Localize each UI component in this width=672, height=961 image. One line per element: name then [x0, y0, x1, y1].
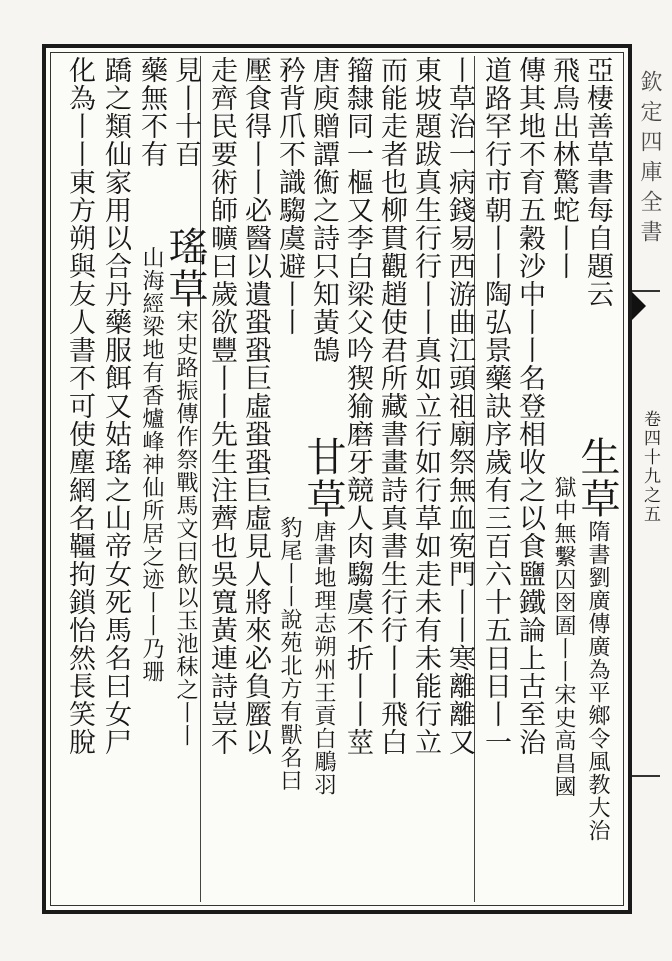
fish-tail-mark [632, 292, 646, 320]
yao-cao-note-b: 山海經梁地有香爐峰神仙所居之迹丨丨乃珊 [139, 246, 164, 683]
text-column-16 [60, 56, 98, 902]
fore-edge-volume: 卷四十九之五 [640, 410, 660, 524]
column-text: 見丨十百 [170, 56, 201, 168]
column-text: 唐庾贈譚𢖍之詩只知黃鵠 [308, 56, 339, 364]
sheng-cao-note-b-block [544, 476, 582, 902]
heading-yao-cao-block [162, 226, 208, 902]
text-column-4 [476, 56, 514, 902]
column-text: 傳其地不育五穀沙中丨丨名登相收之以食鹽鐵論上古至治 [514, 56, 545, 756]
text-column-6 [406, 56, 444, 902]
gan-cao-note-b: 豹尾丨丨說苑北方有獸名曰 [277, 516, 302, 792]
fore-edge-rule-bottom [632, 775, 660, 777]
column-text: 壓食得丨丨必醫以遺蛩蛩巨虛蛩蛩巨虛見人將來必負蟨以 [240, 56, 271, 756]
column-text: 丨草治一病錢易西游曲江頭祖廟祭無血𡨚門丨丨寒離離又 [444, 56, 475, 756]
fore-edge-title: 欽定四庫全書 [637, 70, 662, 250]
text-area [56, 56, 620, 902]
column-text: 走齊民要術師曠曰歲欲豐丨丨先生注薺也吳寬黃連詩豈不 [206, 56, 237, 756]
text-column-12 [202, 56, 240, 902]
column-text: 而能走者也柳貫觀趙使君所藏書畫詩真書生行行丨丨飛白 [376, 56, 407, 756]
heading-yao-cao: 瑤草 [162, 226, 208, 310]
text-column-7 [372, 56, 410, 902]
sheng-cao-note-b: 獄中無繫囚囹圄丨丨宋史高昌國 [551, 476, 576, 798]
column-text: 道路罕行市朝丨丨陶弘景藥訣序歲有三百六十五日日丨一 [480, 56, 511, 756]
text-column-3 [510, 56, 548, 902]
text-column-15 [96, 56, 134, 902]
gan-cao-note-b-block [270, 516, 308, 902]
gan-cao-note: 唐書地理志朔州王貢白鵰羽 [311, 520, 336, 796]
column-text: 籀隸同一樞又李白梁父吟猰㺄磨牙競人肉騶虞不折丨丨莖 [342, 56, 373, 756]
heading-gan-cao-block [300, 436, 346, 902]
column-text: 藥無不有 [136, 56, 167, 168]
column-text: 東坡題跋真生行行丨丨真如立行如行草如走未有未能行立 [410, 56, 441, 756]
heading-sheng-cao-block [574, 436, 620, 902]
column-text: 蹻之類仙家用以合丹藥服餌又姑瑤之山帝女死馬名曰女尸 [100, 56, 131, 756]
column-text: 亞棲善草書每自題云 [582, 56, 613, 308]
text-column-11 [236, 56, 274, 902]
heading-gan-cao: 甘草 [300, 436, 346, 520]
yao-cao-note-b-block [132, 246, 170, 902]
yao-cao-note: 宋史路振傳作祭戰馬文曰飲以玉池秣之丨丨 [173, 310, 198, 747]
column-text: 化為丨丨東方朔與友人書不可使塵網名韁拘鎖怡然長笑脫 [64, 56, 95, 756]
heading-sheng-cao: 生草 [574, 436, 620, 520]
column-text: 矜背爪不識騶虞避丨丨 [274, 56, 305, 336]
sheng-cao-note: 隋書劉廣傳廣為平鄉令風教大治 [585, 520, 610, 842]
text-column-5 [440, 56, 478, 902]
column-text: 飛鳥出林驚蛇丨丨 [548, 56, 579, 280]
